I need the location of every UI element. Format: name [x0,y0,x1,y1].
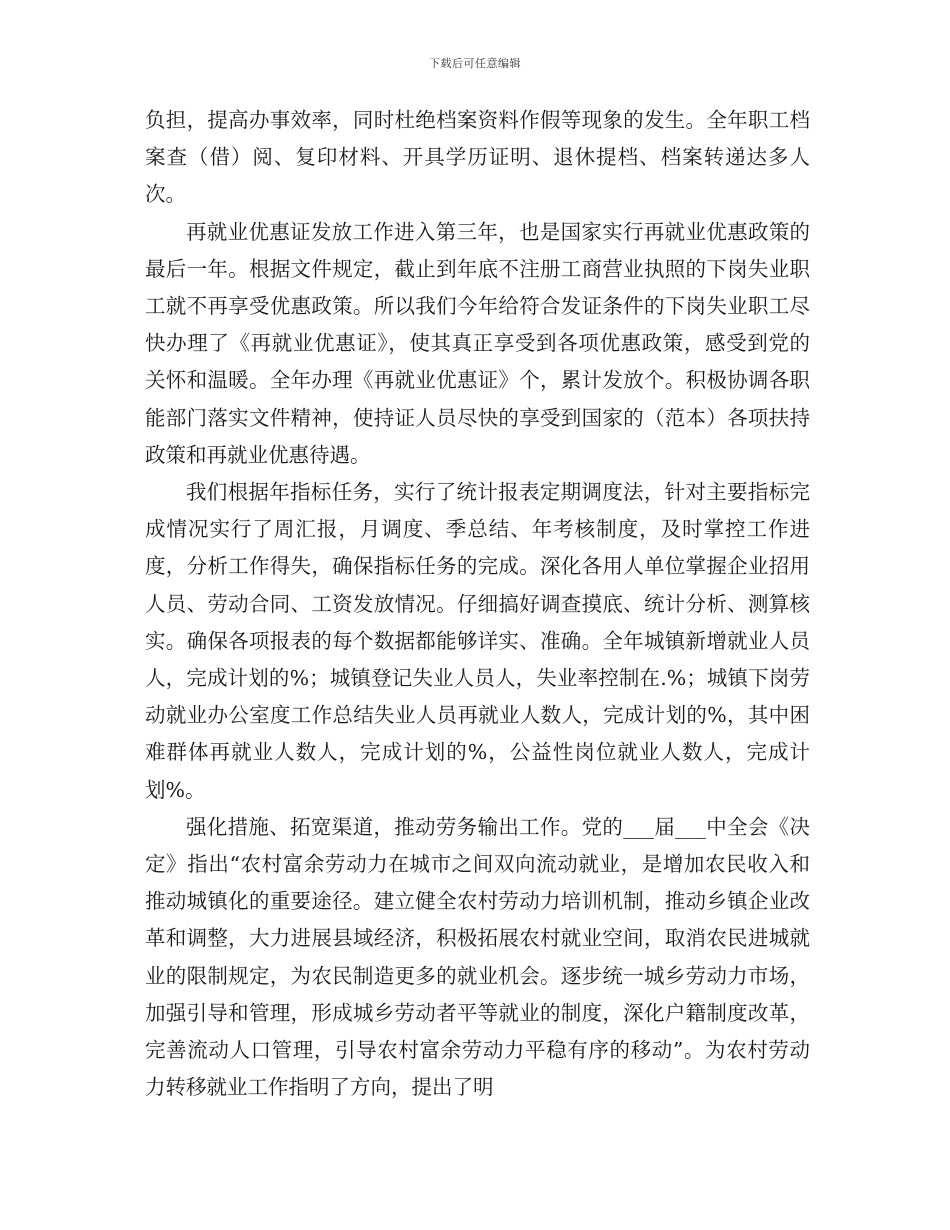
document-body [145,102,810,1106]
paragraph-statistics-reporting: 我们根据年指标任务，实行了统计报表定期调度法，针对主要指标完成情况实行了周汇报，月调度、季总结、年考核制度，及时掌控工作进度，分析工作得失，确保指标任务的完成。深化各用人单位掌握企业招用人员、劳动合同、工资发放情况。仔细搞好调查摸底、统计分析、测算核实。确保各项报表的每个数据都能够详实、准确。全年城镇新增就业人员人，完成计划的%；城镇登记失业人员人，失业率控制在.%；城镇下岗劳动就业办公室度工作总结失业人员再就业人数人，完成计划的%，其中困难群体再就业人数人，完成计划的%，公益性岗位就业人数人，完成计划%。 [145,480,810,802]
paragraph-archive-services: 负担，提高办事效率，同时杜绝档案资料作假等现象的发生。全年职工档案查（借）阅、复印材料、开具学历证明、退休提档、档案转递达多人次。 [145,108,810,207]
page-header: 下载后可任意编辑 [429,57,521,70]
paragraph-labor-export: 强化措施、拓宽渠道，推动劳务输出工作。党的___届___中全会《决定》指出“农村富余劳动力在城市之间双向流动就业，是增加农民收入和推动城镇化的重要途径。建立健全农村劳动力培训机制，推动乡镇企业改革和调整，大力进展县域经济，积极拓展农村就业空间，取消农民进城就业的限制规定，为农民制造更多的就业机会。逐步统一城乡劳动力市场，加强引导和管理，形成城乡劳动者平等就业的制度，深化户籍制度改革，完善流动人口管理，引导农村富余劳动力平稳有序的移动”。为农村劳动力转移就业工作指明了方向，提出了明 [145,814,810,1100]
paragraph-reemployment-certificate: 再就业优惠证发放工作进入第三年，也是国家实行再就业优惠政策的最后一年。根据文件规定，截止到年底不注册工商营业执照的下岗失业职工就不再享受优惠政策。所以我们今年给符合发证条件的下岗失业职工尽快办理了《再就业优惠证》，使其真正享受到各项优惠政策，感受到党的关怀和温暖。全年办理《再就业优惠证》个，累计发放个。积极协调各职能部门落实文件精神，使持证人员尽快的享受到国家的（范本）各项扶持政策和再就业优惠待遇。 [145,219,810,467]
